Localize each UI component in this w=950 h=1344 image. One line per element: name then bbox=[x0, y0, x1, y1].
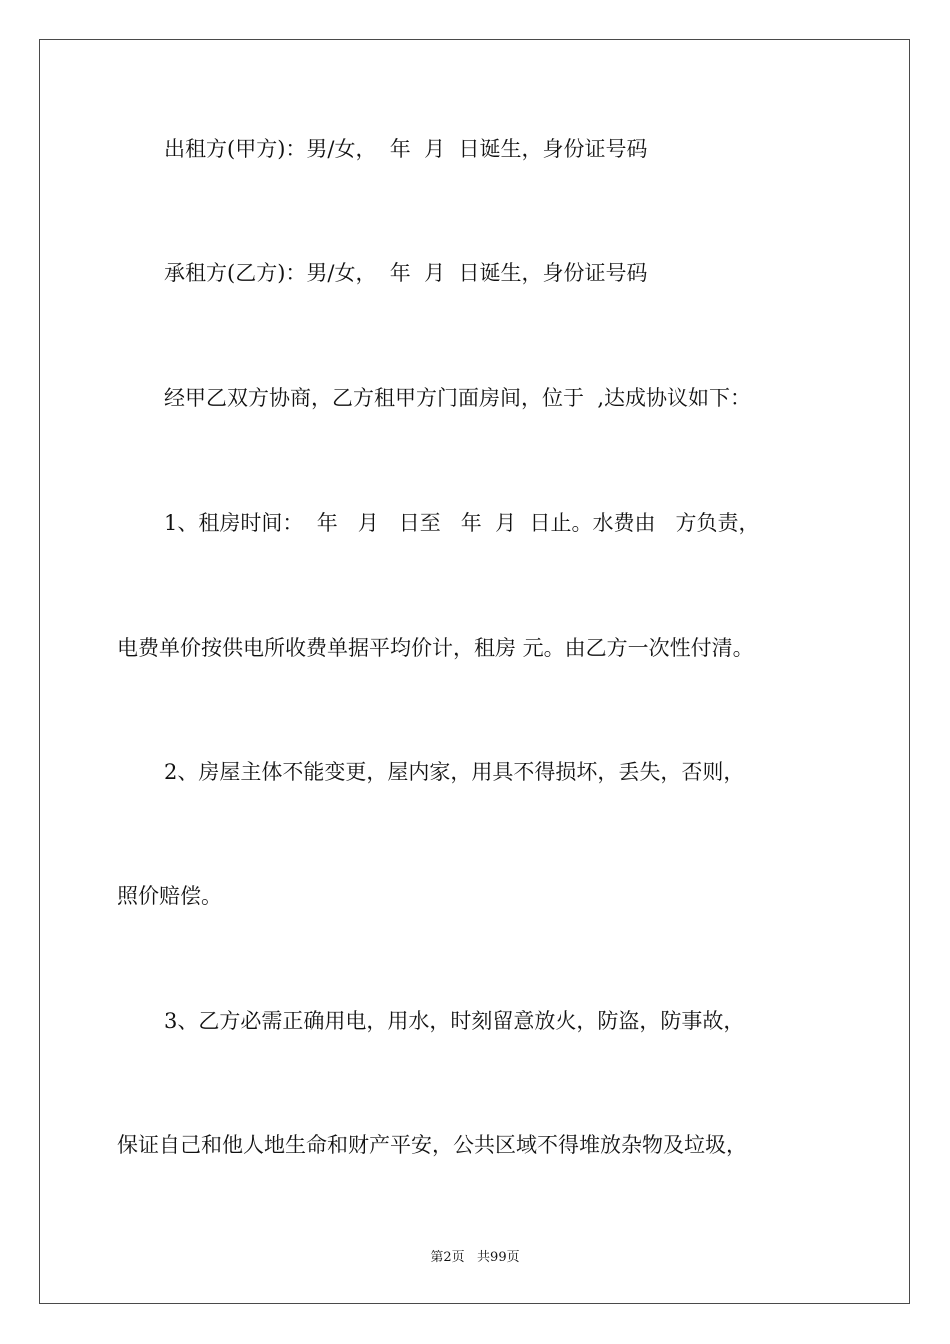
lessee-line: 承租方(乙方)：男/女， 年 月 日诞生，身份证号码 bbox=[164, 261, 648, 285]
clause-3-line: 3、乙方必需正确用电，用水，时刻留意放火，防盗，防事故， bbox=[164, 1009, 745, 1033]
lessor-line: 出租方(甲方)：男/女， 年 月 日诞生，身份证号码 bbox=[164, 137, 648, 161]
clause-3-continuation: 保证自己和他人地生命和财产平安，公共区域不得堆放杂物及垃圾， bbox=[117, 1133, 747, 1157]
clause-2-line: 2、房屋主体不能变更，屋内家，用具不得损坏，丢失，否则， bbox=[164, 760, 745, 784]
page-frame bbox=[39, 39, 910, 1304]
page-number: 第2页 共99页 bbox=[430, 1250, 520, 1265]
agreement-intro-line: 经甲乙双方协商，乙方租甲方门面房间，位于 ,达成协议如下： bbox=[164, 386, 752, 410]
clause-2-continuation: 照价赔偿。 bbox=[117, 884, 222, 908]
clause-1-continuation: 电费单价按供电所收费单据平均价计，租房 元。由乙方一次性付清。 bbox=[117, 636, 754, 660]
clause-1-line: 1、租房时间： 年 月 日至 年 月 日止。水费由 方负责， bbox=[164, 511, 760, 535]
